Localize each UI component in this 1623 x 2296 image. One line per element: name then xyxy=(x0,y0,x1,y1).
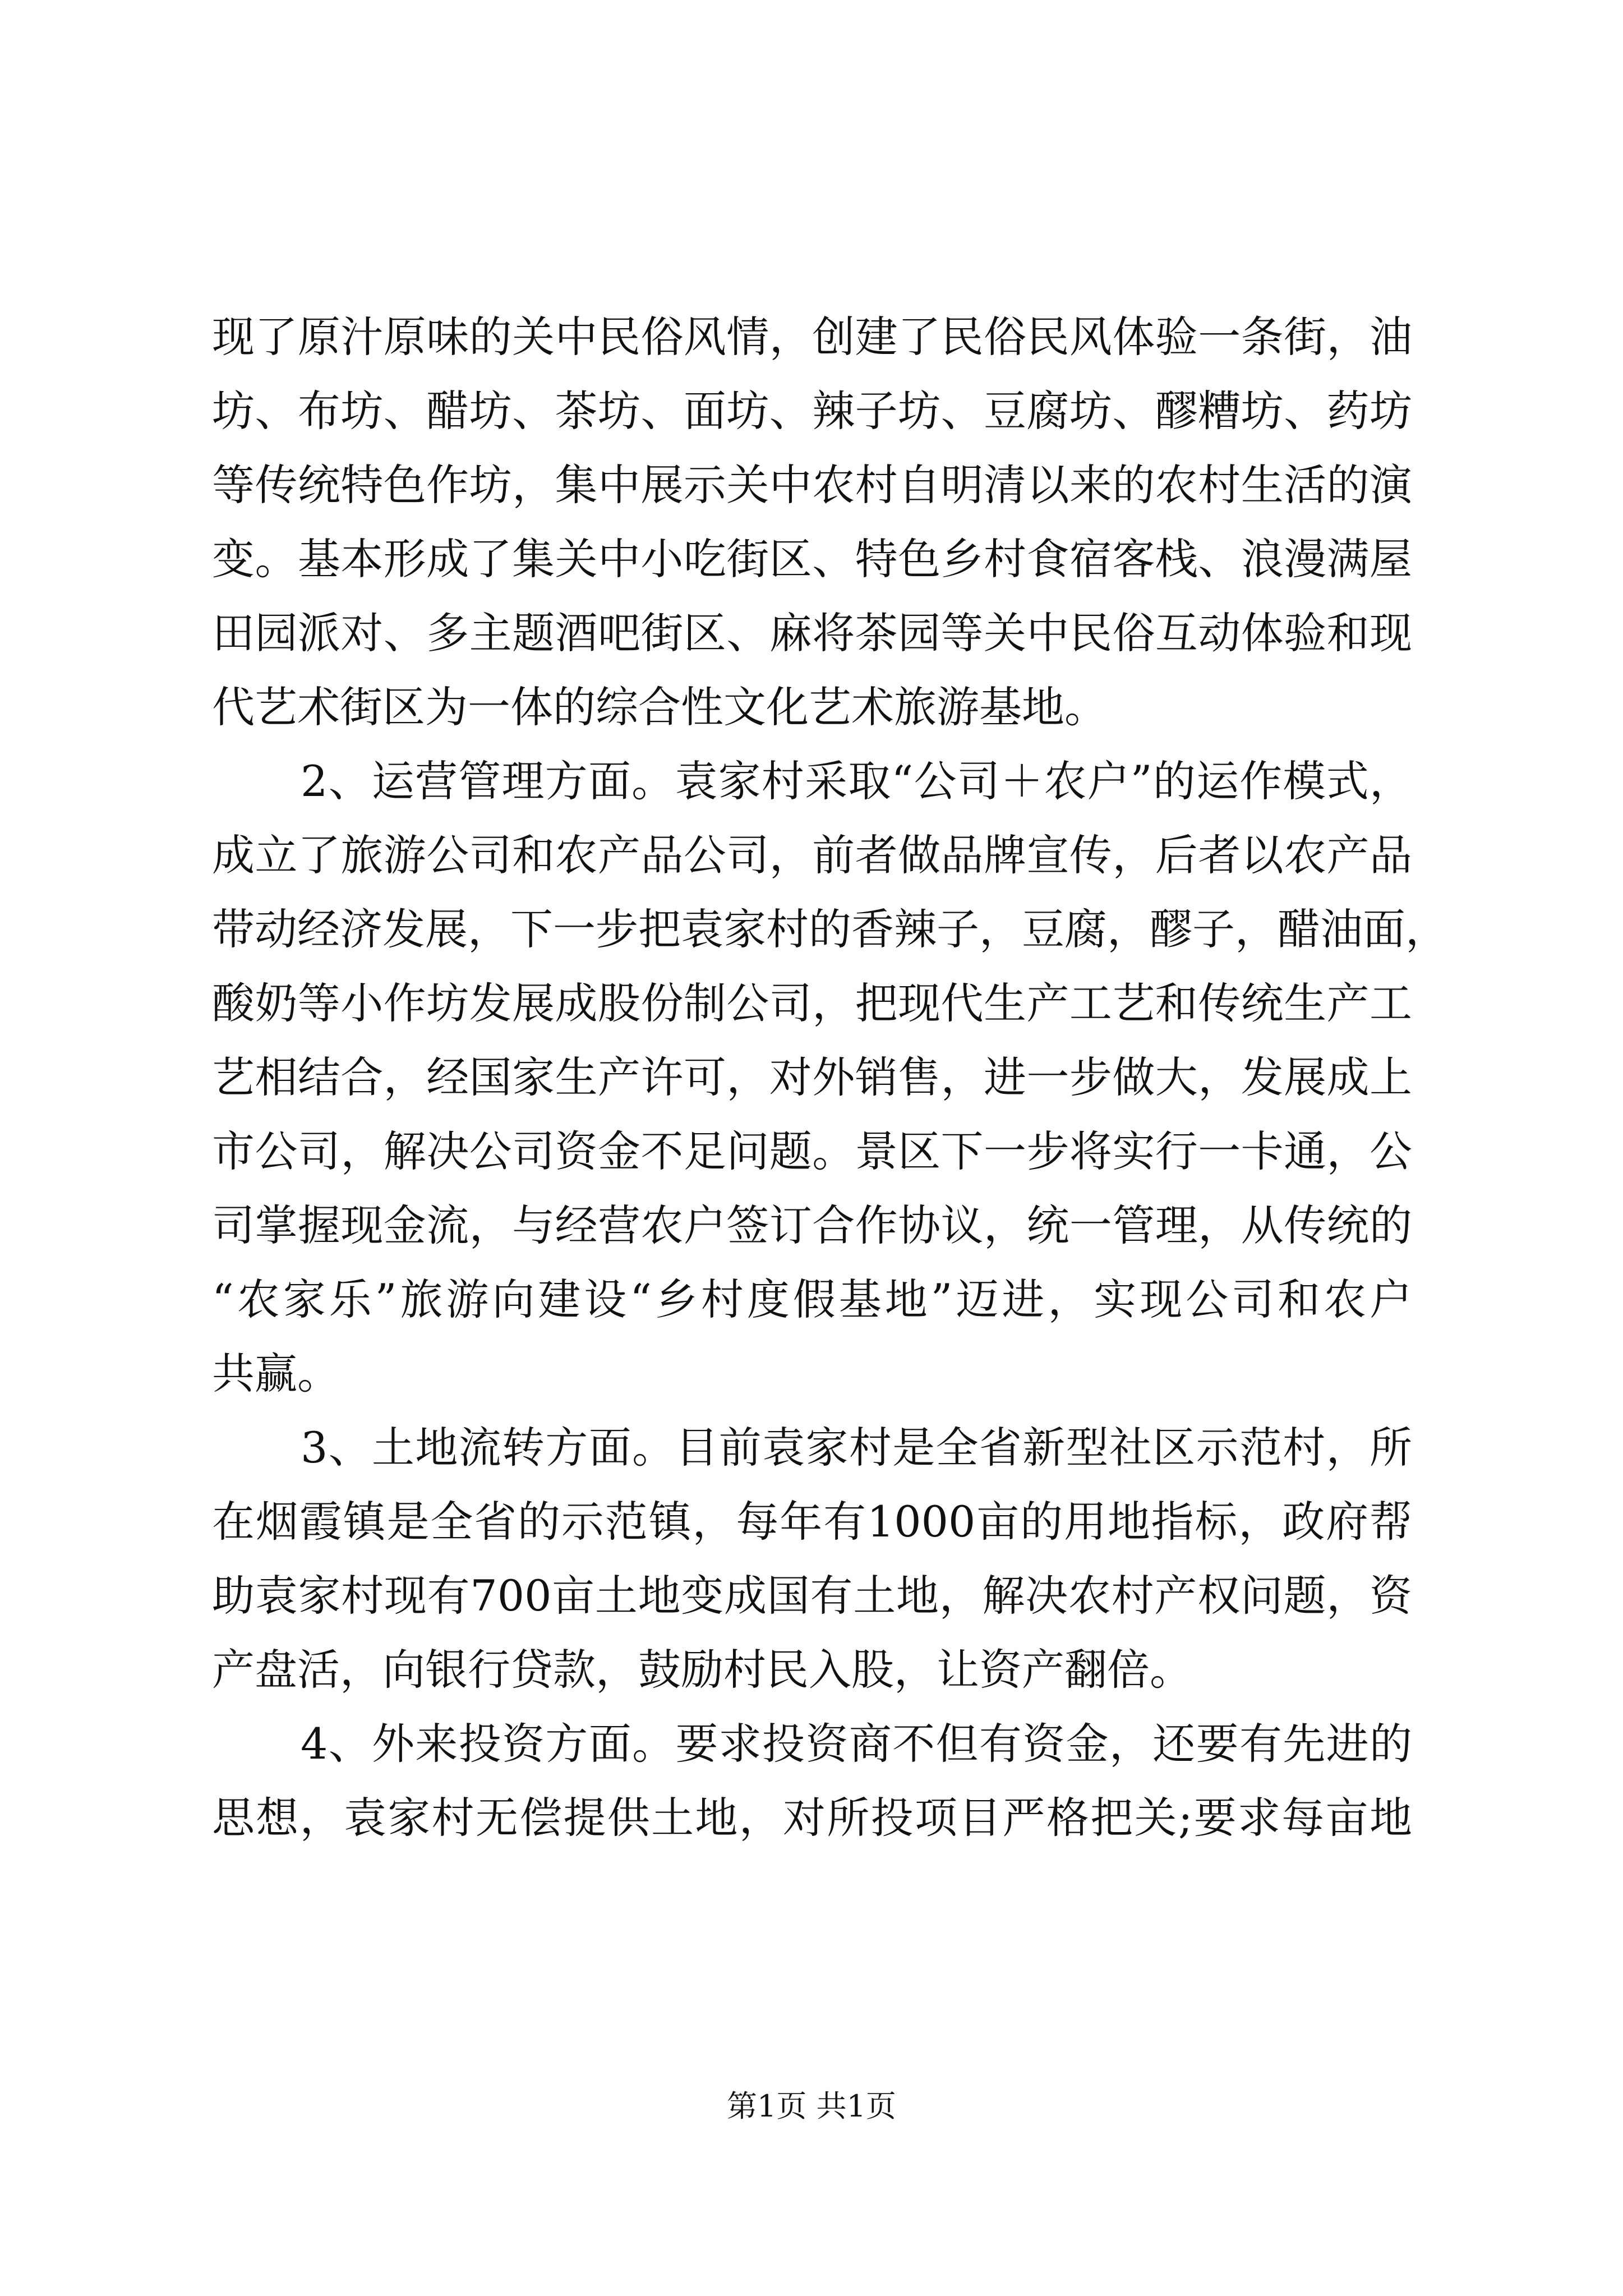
text-line: “农家乐”旅游向建设“乡村度假基地”迈进，实现公司和农户 xyxy=(212,1274,1412,1324)
text-line: 代艺术街区为一体的综合性文化艺术旅游基地。 xyxy=(212,682,1107,732)
text-line: 田园派对、多主题酒吧街区、麻将茶园等关中民俗互动体验和现 xyxy=(212,608,1412,658)
paragraph-start-line: 3、土地流转方面。目前袁家村是全省新型社区示范村，所 xyxy=(301,1423,1412,1473)
text-line: 成立了旅游公司和农产品公司，前者做品牌宣传，后者以农产品 xyxy=(212,830,1412,880)
text-line: 思想，袁家村无偿提供土地，对所投项目严格把关;要求每亩地 xyxy=(212,1793,1412,1843)
paragraph-start-line: 4、外来投资方面。要求投资商不但有资金，还要有先进的 xyxy=(301,1719,1412,1769)
paragraph-start-line: 2、运营管理方面。袁家村采取“公司＋农户”的运作模式， xyxy=(301,756,1412,806)
text-line: 共赢。 xyxy=(212,1349,340,1398)
text-line: 在烟霞镇是全省的示范镇，每年有1000亩的用地指标，政府帮 xyxy=(212,1497,1412,1547)
document-body xyxy=(212,300,1448,1855)
text-line: 酸奶等小作坊发展成股份制公司，把现代生产工艺和传统生产工 xyxy=(212,978,1412,1028)
text-line: 艺相结合，经国家生产许可，对外销售，进一步做大，发展成上 xyxy=(212,1052,1412,1102)
text-line: 坊、布坊、醋坊、茶坊、面坊、辣子坊、豆腐坊、醪糟坊、药坊 xyxy=(212,386,1412,436)
text-line: 助袁家村现有700亩土地变成国有土地，解决农村产权问题，资 xyxy=(212,1571,1412,1621)
text-line: 市公司，解决公司资金不足问题。景区下一步将实行一卡通，公 xyxy=(212,1126,1412,1176)
text-line: 带动经济发展，下一步把袁家村的香辣子，豆腐，醪子，醋油面， xyxy=(212,904,1448,954)
text-line: 产盘活，向银行贷款，鼓励村民入股，让资产翻倍。 xyxy=(212,1645,1192,1695)
page-footer: 第1页 共1页 xyxy=(727,2088,896,2124)
text-line: 等传统特色作坊，集中展示关中农村自明清以来的农村生活的演 xyxy=(212,460,1412,510)
text-line: 现了原汁原味的关中民俗风情，创建了民俗民风体验一条街，油 xyxy=(212,312,1412,362)
text-line: 变。基本形成了集关中小吃街区、特色乡村食宿客栈、浪漫满屋 xyxy=(212,534,1412,584)
text-line: 司掌握现金流，与经营农户签订合作协议，统一管理，从传统的 xyxy=(212,1200,1412,1250)
